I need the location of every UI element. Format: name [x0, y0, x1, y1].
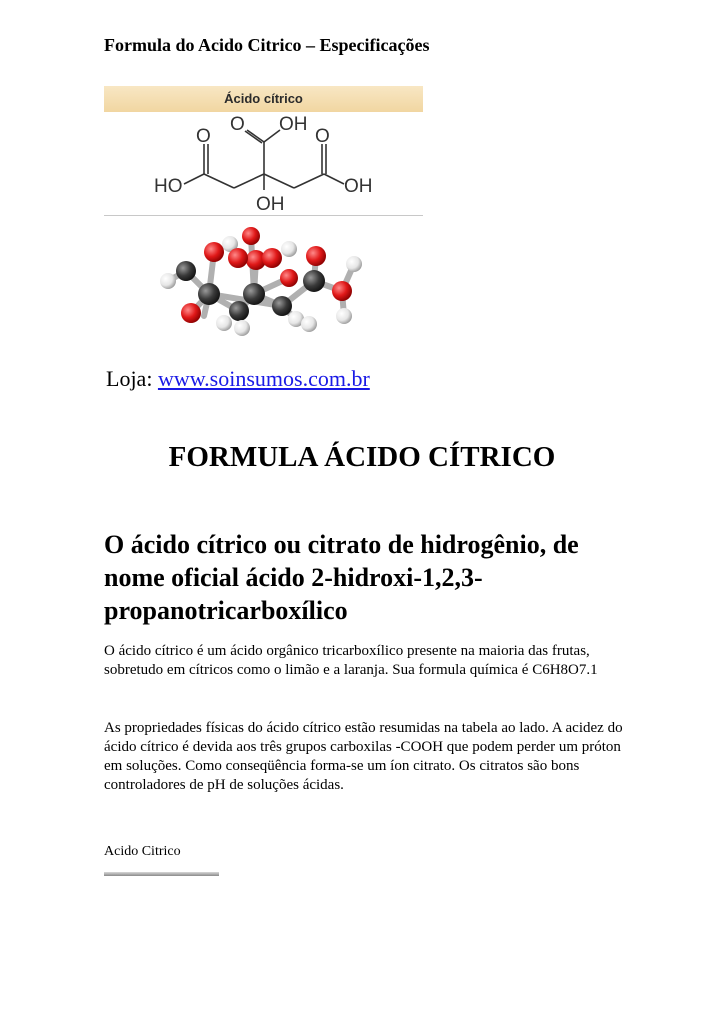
ball-and-stick-model: [104, 216, 423, 348]
store-link[interactable]: www.soinsumos.com.br: [157, 366, 370, 391]
atom-oh-right: OH: [344, 176, 373, 197]
citric-acid-figure: [104, 86, 423, 348]
paragraph-intro: O ácido cítrico é um ácido orgânico tricarboxílico presente na maioria das frutas, sobretudo em cítricos como o limão e a laranja. Sua formula química é C6H8O7.1: [104, 643, 598, 678]
store-label: Loja:: [106, 366, 153, 391]
main-title: FORMULA ÁCIDO CÍTRICO: [168, 441, 556, 473]
atom-o-left: O: [196, 126, 211, 147]
image-placeholder-bar: [104, 872, 219, 876]
atom-ho-left: HO: [154, 176, 183, 197]
atom-o-top: O: [230, 114, 245, 135]
image-caption: Acido Citrico: [104, 844, 181, 859]
paragraph-properties: As propriedades físicas do ácido cítrico estão resumidas na tabela ao lado. A acidez do ácido cítrico é devida aos três grupos carboxilas -COOH que podem perder um próton em soluções. Como conseqüência forma-se um íon citrato. Os citratos são bons controladores de pH de soluções ácidas.: [104, 720, 623, 793]
atom-oh-top: OH: [279, 114, 308, 135]
figure-label: Ácido cítrico: [224, 91, 303, 106]
structural-formula: [104, 112, 423, 215]
atom-o-right: O: [315, 126, 330, 147]
document-header: Formula do Acido Citrico – Especificações: [104, 35, 430, 55]
section-subtitle: O ácido cítrico ou citrato de hidrogênio, de nome oficial ácido 2-hidroxi-1,2,3-propanotricarboxílico: [104, 530, 579, 625]
atom-oh-bottom: OH: [256, 194, 285, 215]
store-line: [106, 366, 370, 392]
